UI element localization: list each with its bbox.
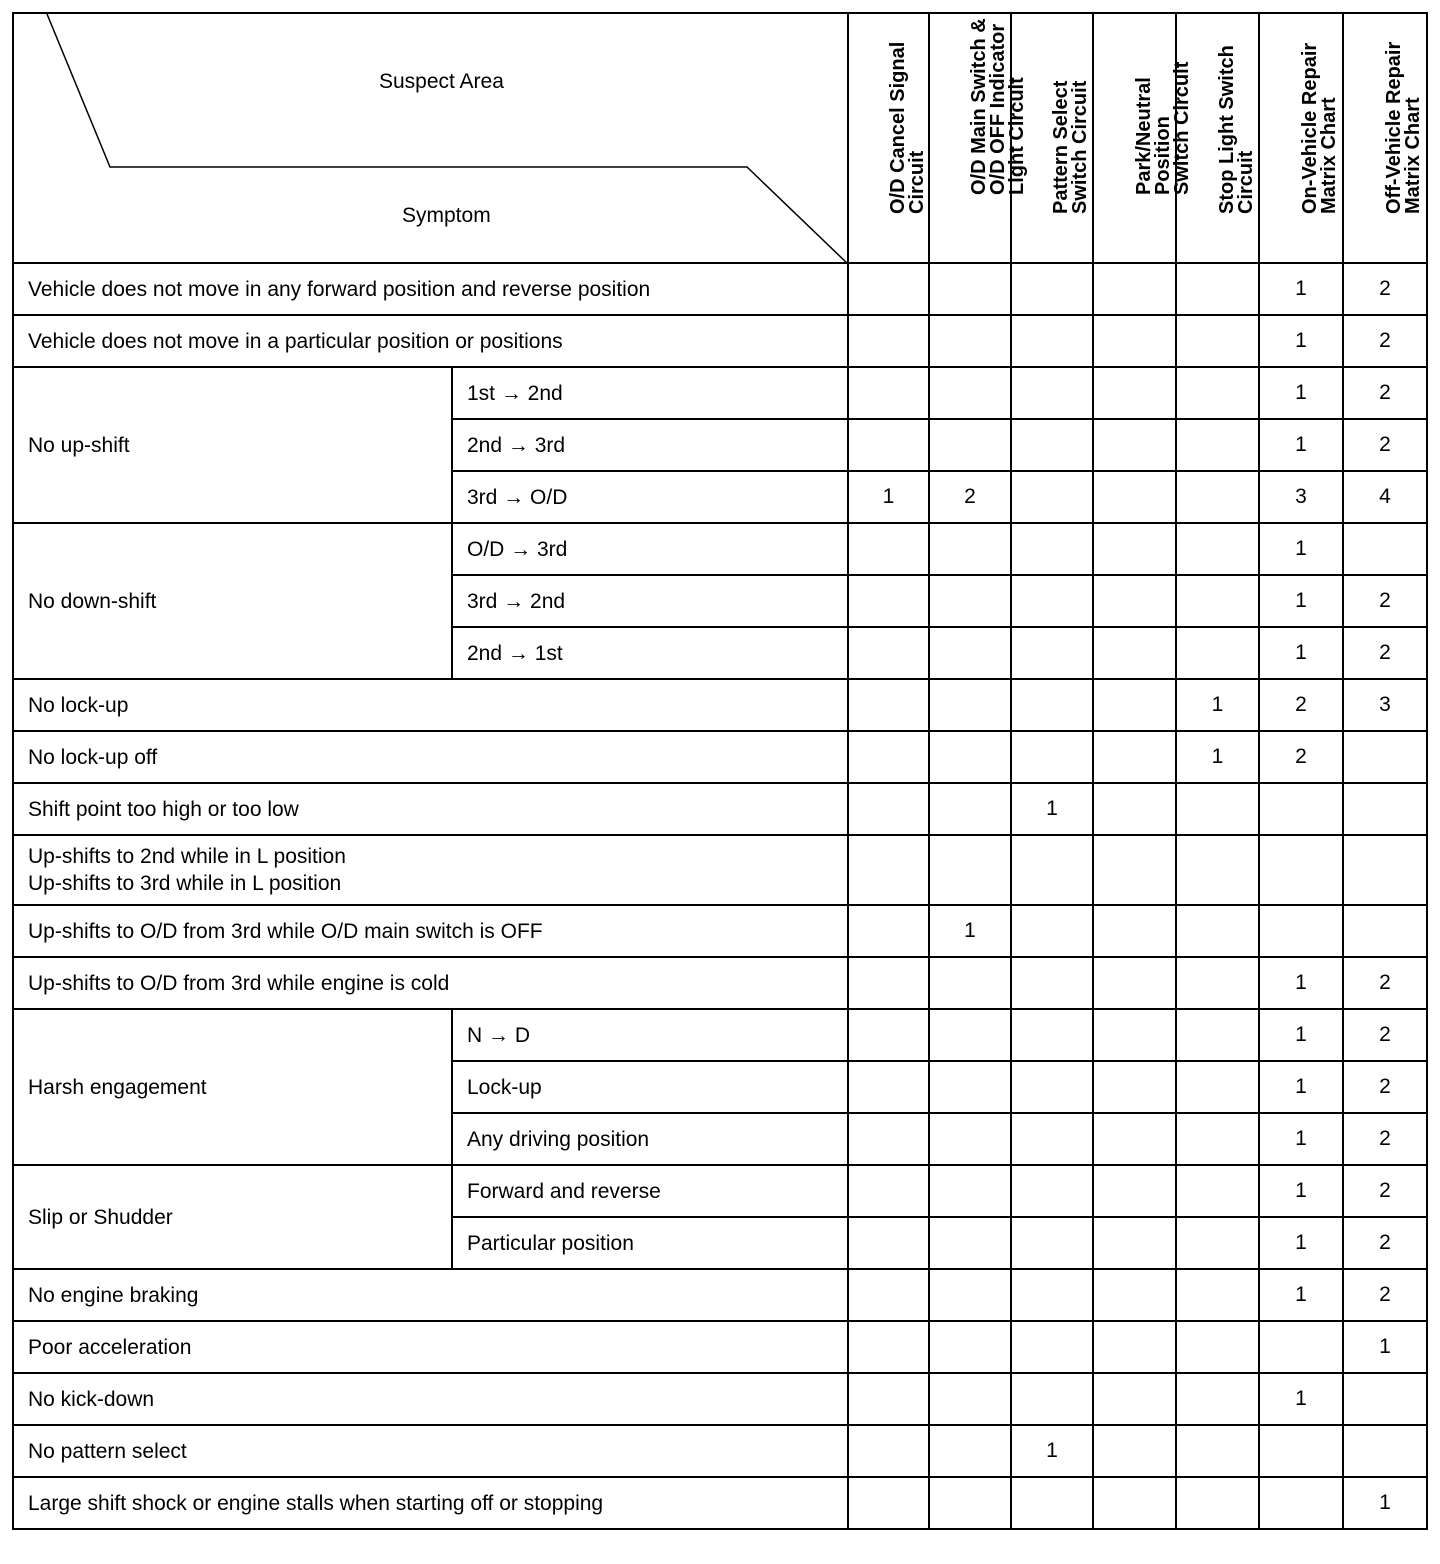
matrix-cell	[929, 731, 1011, 783]
matrix-cell	[1259, 835, 1343, 905]
symptom-label: Up-shifts to O/D from 3rd while engine is cold	[13, 957, 848, 1009]
matrix-cell: 1	[1259, 523, 1343, 575]
matrix-cell: 2	[1259, 731, 1343, 783]
matrix-cell	[1093, 627, 1176, 679]
matrix-cell	[929, 1321, 1011, 1373]
matrix-cell	[929, 575, 1011, 627]
matrix-cell	[1176, 1217, 1259, 1269]
header-corner-cell	[13, 13, 848, 263]
symptom-label: Shift point too high or too low	[13, 783, 848, 835]
matrix-cell	[1259, 905, 1343, 957]
matrix-cell	[1011, 1321, 1093, 1373]
matrix-cell	[1093, 783, 1176, 835]
matrix-cell	[1176, 263, 1259, 315]
symptom-label: No kick-down	[13, 1373, 848, 1425]
matrix-cell	[929, 1165, 1011, 1217]
matrix-cell: 1	[1343, 1477, 1427, 1529]
matrix-cell	[929, 419, 1011, 471]
table-row	[13, 1477, 1427, 1529]
symptom-group-label: No up-shift	[13, 367, 452, 523]
matrix-cell	[848, 1425, 929, 1477]
matrix-cell	[1176, 1009, 1259, 1061]
matrix-cell	[1011, 905, 1093, 957]
matrix-cell: 1	[1259, 419, 1343, 471]
matrix-cell	[1011, 1373, 1093, 1425]
symptom-sub-label: 1st → 2nd	[452, 367, 848, 419]
matrix-cell: 1	[1011, 1425, 1093, 1477]
matrix-cell: 2	[1343, 1217, 1427, 1269]
symptom-sub-label: 2nd → 1st	[452, 627, 848, 679]
matrix-cell	[1343, 905, 1427, 957]
symptom-label: Large shift shock or engine stalls when starting off or stopping	[13, 1477, 848, 1529]
table-row	[13, 1373, 1427, 1425]
symptom-sub-label: 2nd → 3rd	[452, 419, 848, 471]
matrix-cell	[1011, 627, 1093, 679]
matrix-cell	[1011, 367, 1093, 419]
matrix-cell	[1011, 731, 1093, 783]
matrix-cell	[848, 575, 929, 627]
column-header	[1343, 13, 1427, 263]
matrix-cell	[1093, 419, 1176, 471]
matrix-cell	[1093, 835, 1176, 905]
matrix-cell	[1343, 835, 1427, 905]
table-row	[13, 1321, 1427, 1373]
matrix-cell	[848, 1477, 929, 1529]
matrix-cell	[1011, 1009, 1093, 1061]
matrix-cell	[929, 1113, 1011, 1165]
matrix-cell	[1176, 905, 1259, 957]
matrix-cell	[1093, 367, 1176, 419]
matrix-cell	[1093, 1009, 1176, 1061]
matrix-cell	[1093, 1165, 1176, 1217]
matrix-cell: 1	[1259, 1113, 1343, 1165]
matrix-cell	[1011, 957, 1093, 1009]
matrix-cell: 1	[1259, 367, 1343, 419]
matrix-cell	[929, 1373, 1011, 1425]
matrix-cell	[929, 1009, 1011, 1061]
matrix-cell: 1	[929, 905, 1011, 957]
matrix-cell	[1176, 1061, 1259, 1113]
matrix-cell	[1011, 263, 1093, 315]
matrix-cell	[1093, 1269, 1176, 1321]
matrix-cell: 1	[1259, 1373, 1343, 1425]
matrix-cell	[1093, 471, 1176, 523]
matrix-cell	[1011, 1113, 1093, 1165]
matrix-cell	[1176, 575, 1259, 627]
column-header-label: Off-Vehicle Repair Matrix Chart	[1383, 41, 1424, 214]
matrix-cell	[1176, 783, 1259, 835]
matrix-cell: 1	[1259, 1217, 1343, 1269]
matrix-cell	[1176, 1321, 1259, 1373]
symptom-label: No pattern select	[13, 1425, 848, 1477]
matrix-cell	[1259, 1425, 1343, 1477]
matrix-cell: 2	[1259, 679, 1343, 731]
matrix-cell	[929, 1061, 1011, 1113]
symptom-sub-label: 3rd → 2nd	[452, 575, 848, 627]
matrix-cell	[1011, 835, 1093, 905]
symptom-label: No lock-up off	[13, 731, 848, 783]
matrix-cell	[929, 315, 1011, 367]
matrix-cell	[1093, 1425, 1176, 1477]
column-header	[1011, 13, 1093, 263]
table-row	[13, 315, 1427, 367]
matrix-cell	[929, 679, 1011, 731]
header-row	[13, 13, 1427, 263]
symptom-sub-label: N → D	[452, 1009, 848, 1061]
matrix-cell	[1176, 1373, 1259, 1425]
matrix-cell	[1343, 731, 1427, 783]
matrix-cell	[1176, 1269, 1259, 1321]
matrix-cell: 1	[1011, 783, 1093, 835]
matrix-cell	[1093, 1373, 1176, 1425]
matrix-cell	[1093, 905, 1176, 957]
matrix-cell	[848, 731, 929, 783]
matrix-cell	[1176, 1425, 1259, 1477]
table-row	[13, 731, 1427, 783]
matrix-cell	[848, 1061, 929, 1113]
matrix-cell	[1176, 315, 1259, 367]
symptom-sub-label: 3rd → O/D	[452, 471, 848, 523]
matrix-cell	[1093, 263, 1176, 315]
table-row	[13, 679, 1427, 731]
symptom-label: Vehicle does not move in any forward position and reverse position	[13, 263, 848, 315]
matrix-cell	[929, 1477, 1011, 1529]
matrix-cell	[1011, 471, 1093, 523]
matrix-cell: 2	[1343, 627, 1427, 679]
matrix-cell	[929, 957, 1011, 1009]
matrix-cell: 1	[1259, 1009, 1343, 1061]
matrix-cell	[929, 627, 1011, 679]
table-row	[13, 1165, 1427, 1217]
symptom-label: Up-shifts to 2nd while in L position Up-shifts to 3rd while in L position	[13, 835, 848, 905]
table-row	[13, 1269, 1427, 1321]
symptom-label: Symptom	[402, 204, 491, 227]
column-header-label: Park/Neutral Position Switch Circuit	[1132, 61, 1193, 195]
matrix-cell	[1093, 1217, 1176, 1269]
matrix-cell	[848, 315, 929, 367]
matrix-cell: 2	[1343, 957, 1427, 1009]
matrix-cell: 2	[1343, 1009, 1427, 1061]
matrix-cell	[1011, 1061, 1093, 1113]
matrix-cell	[848, 1165, 929, 1217]
symptom-label: Vehicle does not move in a particular position or positions	[13, 315, 848, 367]
matrix-cell: 2	[1343, 1061, 1427, 1113]
matrix-cell	[929, 367, 1011, 419]
matrix-cell	[1176, 1113, 1259, 1165]
matrix-cell: 3	[1343, 679, 1427, 731]
matrix-cell	[848, 627, 929, 679]
matrix-cell	[1093, 315, 1176, 367]
matrix-cell	[1343, 1373, 1427, 1425]
column-header	[1176, 13, 1259, 263]
symptom-group-label: Slip or Shudder	[13, 1165, 452, 1269]
matrix-cell	[1093, 575, 1176, 627]
column-header-label: O/D Cancel Signal Circuit	[886, 41, 928, 214]
matrix-cell: 1	[1343, 1321, 1427, 1373]
matrix-cell	[848, 263, 929, 315]
matrix-cell	[848, 905, 929, 957]
matrix-cell	[1176, 1165, 1259, 1217]
matrix-cell	[1093, 731, 1176, 783]
matrix-cell: 1	[1259, 1061, 1343, 1113]
matrix-cell	[1176, 627, 1259, 679]
matrix-cell: 1	[1176, 679, 1259, 731]
matrix-cell	[1176, 523, 1259, 575]
column-header-label: Pattern Select Switch Circuit	[1050, 80, 1091, 214]
table-row	[13, 523, 1427, 575]
matrix-cell	[848, 835, 929, 905]
matrix-cell	[848, 1009, 929, 1061]
symptom-group-label: No down-shift	[13, 523, 452, 679]
matrix-cell	[929, 1269, 1011, 1321]
matrix-cell	[1011, 679, 1093, 731]
matrix-cell: 1	[848, 471, 929, 523]
matrix-cell	[848, 523, 929, 575]
table-row	[13, 1425, 1427, 1477]
matrix-cell: 2	[1343, 1113, 1427, 1165]
matrix-cell	[1011, 1165, 1093, 1217]
symptom-label: Poor acceleration	[13, 1321, 848, 1373]
matrix-cell: 3	[1259, 471, 1343, 523]
symptom-sub-label: Any driving position	[452, 1113, 848, 1165]
table-row	[13, 1009, 1427, 1061]
matrix-cell	[1093, 1477, 1176, 1529]
matrix-cell: 2	[1343, 419, 1427, 471]
column-header-label: O/D Main Switch & O/D OFF Indicator Light Circuit	[968, 18, 1028, 195]
matrix-cell: 1	[1259, 627, 1343, 679]
matrix-cell: 2	[1343, 263, 1427, 315]
column-header	[1259, 13, 1343, 263]
matrix-cell	[1343, 1425, 1427, 1477]
matrix-cell	[848, 367, 929, 419]
matrix-cell	[929, 783, 1011, 835]
matrix-cell	[848, 679, 929, 731]
matrix-cell: 2	[1343, 315, 1427, 367]
matrix-cell: 2	[1343, 575, 1427, 627]
symptom-label: No lock-up	[13, 679, 848, 731]
matrix-cell	[848, 1373, 929, 1425]
symptom-label: No engine braking	[13, 1269, 848, 1321]
matrix-cell: 1	[1259, 315, 1343, 367]
matrix-cell: 1	[1259, 575, 1343, 627]
matrix-cell	[929, 523, 1011, 575]
matrix-cell	[1093, 679, 1176, 731]
matrix-cell	[848, 1113, 929, 1165]
matrix-cell	[1093, 1321, 1176, 1373]
symptom-label: Up-shifts to O/D from 3rd while O/D main switch is OFF	[13, 905, 848, 957]
matrix-cell	[1093, 523, 1176, 575]
matrix-cell	[848, 783, 929, 835]
matrix-cell	[929, 1425, 1011, 1477]
matrix-cell	[1011, 315, 1093, 367]
column-header-label: Stop Light Switch Circuit	[1215, 45, 1257, 214]
matrix-cell	[1093, 1113, 1176, 1165]
troubleshooting-matrix-table	[12, 12, 1428, 1530]
matrix-cell	[1176, 835, 1259, 905]
table-row	[13, 905, 1427, 957]
matrix-cell	[848, 419, 929, 471]
matrix-cell: 2	[1343, 1269, 1427, 1321]
matrix-cell	[1011, 575, 1093, 627]
symptom-sub-label: O/D → 3rd	[452, 523, 848, 575]
column-header	[848, 13, 929, 263]
table-row	[13, 957, 1427, 1009]
matrix-cell: 1	[1259, 1269, 1343, 1321]
matrix-cell	[1011, 523, 1093, 575]
matrix-cell	[929, 1217, 1011, 1269]
matrix-cell: 4	[1343, 471, 1427, 523]
matrix-cell	[1011, 1217, 1093, 1269]
column-header	[1093, 13, 1193, 263]
matrix-cell	[1343, 523, 1427, 575]
symptom-sub-label: Particular position	[452, 1217, 848, 1269]
symptom-sub-label: Forward and reverse	[452, 1165, 848, 1217]
matrix-cell	[929, 835, 1011, 905]
symptom-group-label: Harsh engagement	[13, 1009, 452, 1165]
matrix-cell	[1176, 1477, 1259, 1529]
table-row	[13, 835, 1427, 905]
symptom-sub-label: Lock-up	[452, 1061, 848, 1113]
matrix-cell	[1093, 1061, 1176, 1113]
column-header-label: On-Vehicle Repair Matrix Chart	[1299, 42, 1340, 214]
matrix-cell: 1	[1176, 731, 1259, 783]
matrix-cell	[1011, 1477, 1093, 1529]
matrix-cell	[1011, 419, 1093, 471]
table-row	[13, 263, 1427, 315]
table-row	[13, 367, 1427, 419]
matrix-cell	[848, 1217, 929, 1269]
matrix-cell: 2	[1343, 367, 1427, 419]
matrix-cell	[1093, 957, 1176, 1009]
matrix-cell: 2	[1343, 1165, 1427, 1217]
matrix-cell	[1176, 419, 1259, 471]
matrix-cell	[1259, 1321, 1343, 1373]
matrix-cell	[1011, 1269, 1093, 1321]
matrix-cell	[848, 1269, 929, 1321]
matrix-cell	[848, 1321, 929, 1373]
matrix-cell: 1	[1259, 957, 1343, 1009]
matrix-cell	[1176, 471, 1259, 523]
matrix-cell: 1	[1259, 1165, 1343, 1217]
matrix-cell	[1176, 957, 1259, 1009]
matrix-cell	[1259, 783, 1343, 835]
matrix-cell: 1	[1259, 263, 1343, 315]
matrix-cell	[1259, 1477, 1343, 1529]
matrix-cell	[1343, 783, 1427, 835]
matrix-cell	[1176, 367, 1259, 419]
matrix-cell: 2	[929, 471, 1011, 523]
table-row	[13, 783, 1427, 835]
matrix-cell	[929, 263, 1011, 315]
matrix-cell	[848, 957, 929, 1009]
suspect-area-label: Suspect Area	[379, 70, 504, 93]
column-header	[929, 13, 1028, 263]
